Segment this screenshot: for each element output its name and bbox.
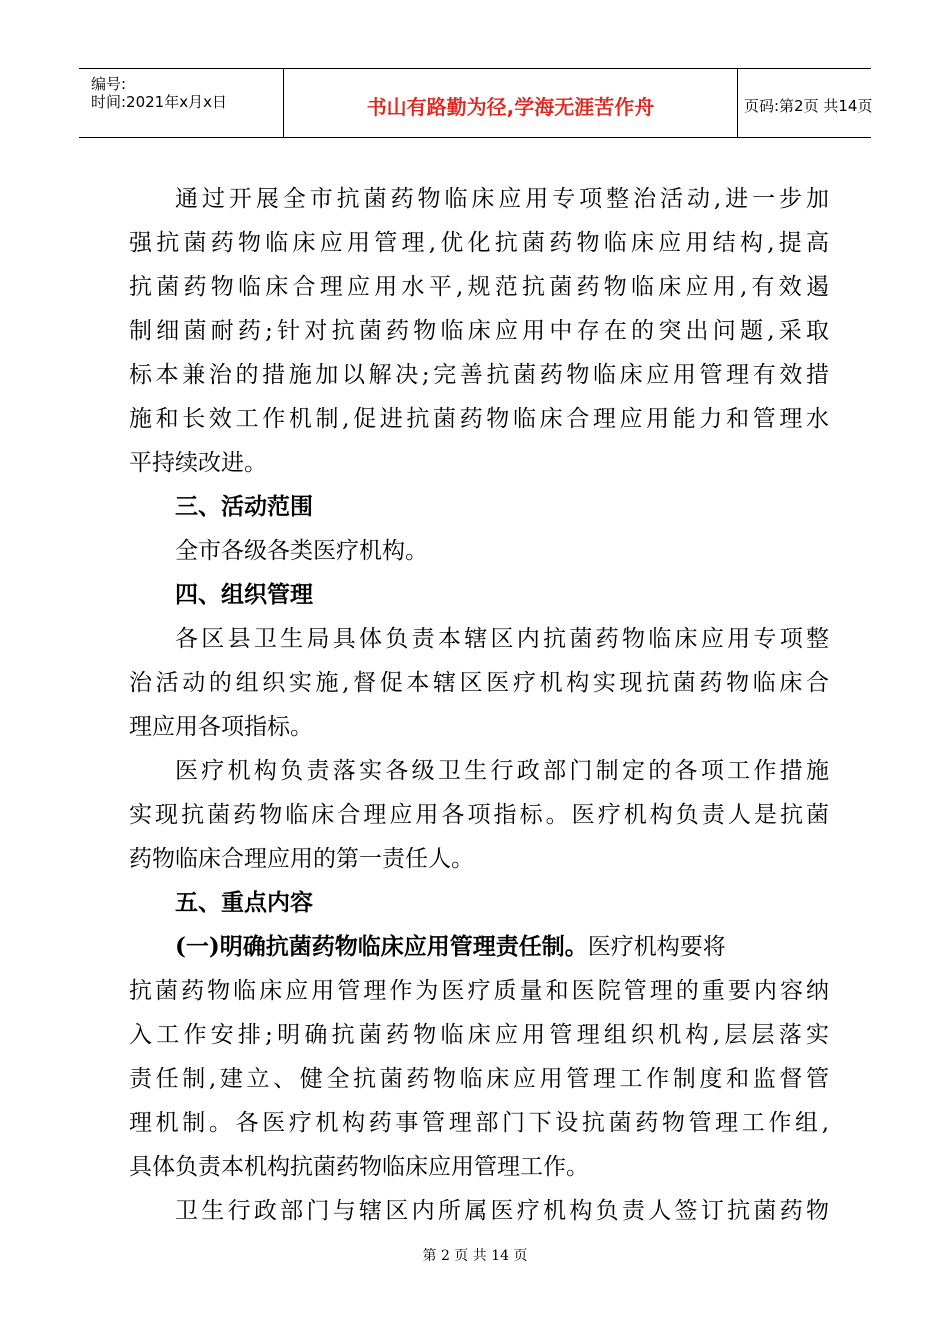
paragraph-line: 标本兼治的措施加以解决;完善抗菌药物临床应用管理有效措: [129, 362, 829, 388]
paragraph-line: 施和长效工作机制,促进抗菌药物临床合理应用能力和管理水: [129, 406, 829, 432]
subsection-heading: (一)明确抗菌药物临床应用管理责任制。: [175, 933, 588, 960]
header-page-cell: [738, 69, 871, 137]
paragraph-line: 通过开展全市抗菌药物临床应用专项整治活动,进一步加: [175, 186, 829, 212]
page-header: [79, 68, 871, 138]
paragraph-line: 制细菌耐药;针对抗菌药物临床应用中存在的突出问题,采取: [129, 318, 829, 344]
section-heading: 四、组织管理: [175, 581, 313, 608]
paragraph-line: 药物临床合理应用的第一责任人。: [129, 846, 474, 872]
section-heading: 三、活动范围: [175, 493, 313, 520]
doc-time-label: 时间:2021年x月x日: [91, 93, 227, 111]
paragraph-line: 治活动的组织实施,督促本辖区医疗机构实现抗菌药物临床合: [129, 670, 829, 696]
paragraph-line: 医疗机构负责落实各级卫生行政部门制定的各项工作措施: [175, 758, 829, 784]
header-meta-cell: [79, 69, 284, 137]
paragraph-line: 实现抗菌药物临床合理应用各项指标。医疗机构负责人是抗菌: [129, 802, 829, 828]
paragraph-line: 全市各级各类医疗机构。: [175, 538, 428, 564]
subsection-line: [129, 925, 829, 969]
paragraph-line: 各区县卫生局具体负责本辖区内抗菌药物临床应用专项整: [175, 626, 829, 652]
paragraph-line: 抗菌药物临床合理应用水平,规范抗菌药物临床应用,有效遏: [129, 274, 829, 300]
page-info: 页码:第2页 共14页: [744, 97, 873, 115]
header-motto-cell: [284, 69, 738, 137]
motto-text: 书山有路勤为径,学海无涯苦作舟: [366, 95, 655, 119]
paragraph-line: 理应用各项指标。: [129, 714, 313, 740]
page-footer: 第 2 页 共 14 页: [422, 1248, 528, 1264]
paragraph-line: 具体负责本机构抗菌药物临床应用管理工作。: [129, 1154, 589, 1180]
paragraph-line: 强抗菌药物临床应用管理,优化抗菌药物临床应用结构,提高: [129, 230, 829, 256]
paragraph-line: 责任制,建立、健全抗菌药物临床应用管理工作制度和监督管: [129, 1066, 829, 1092]
subsection-text: 医疗机构要将: [587, 934, 726, 960]
paragraph-line: 抗菌药物临床应用管理作为医疗质量和医院管理的重要内容纳: [129, 978, 829, 1004]
paragraph-line: 卫生行政部门与辖区内所属医疗机构负责人签订抗菌药物: [175, 1198, 829, 1224]
section-heading: 五、重点内容: [175, 889, 313, 916]
paragraph-line: 入工作安排;明确抗菌药物临床应用管理组织机构,层层落实: [129, 1022, 829, 1048]
doc-number-label: 编号:: [91, 75, 127, 93]
paragraph-line: 理机制。各医疗机构药事管理部门下设抗菌药物管理工作组,: [129, 1110, 829, 1136]
paragraph-line: 平持续改进。: [129, 450, 267, 476]
